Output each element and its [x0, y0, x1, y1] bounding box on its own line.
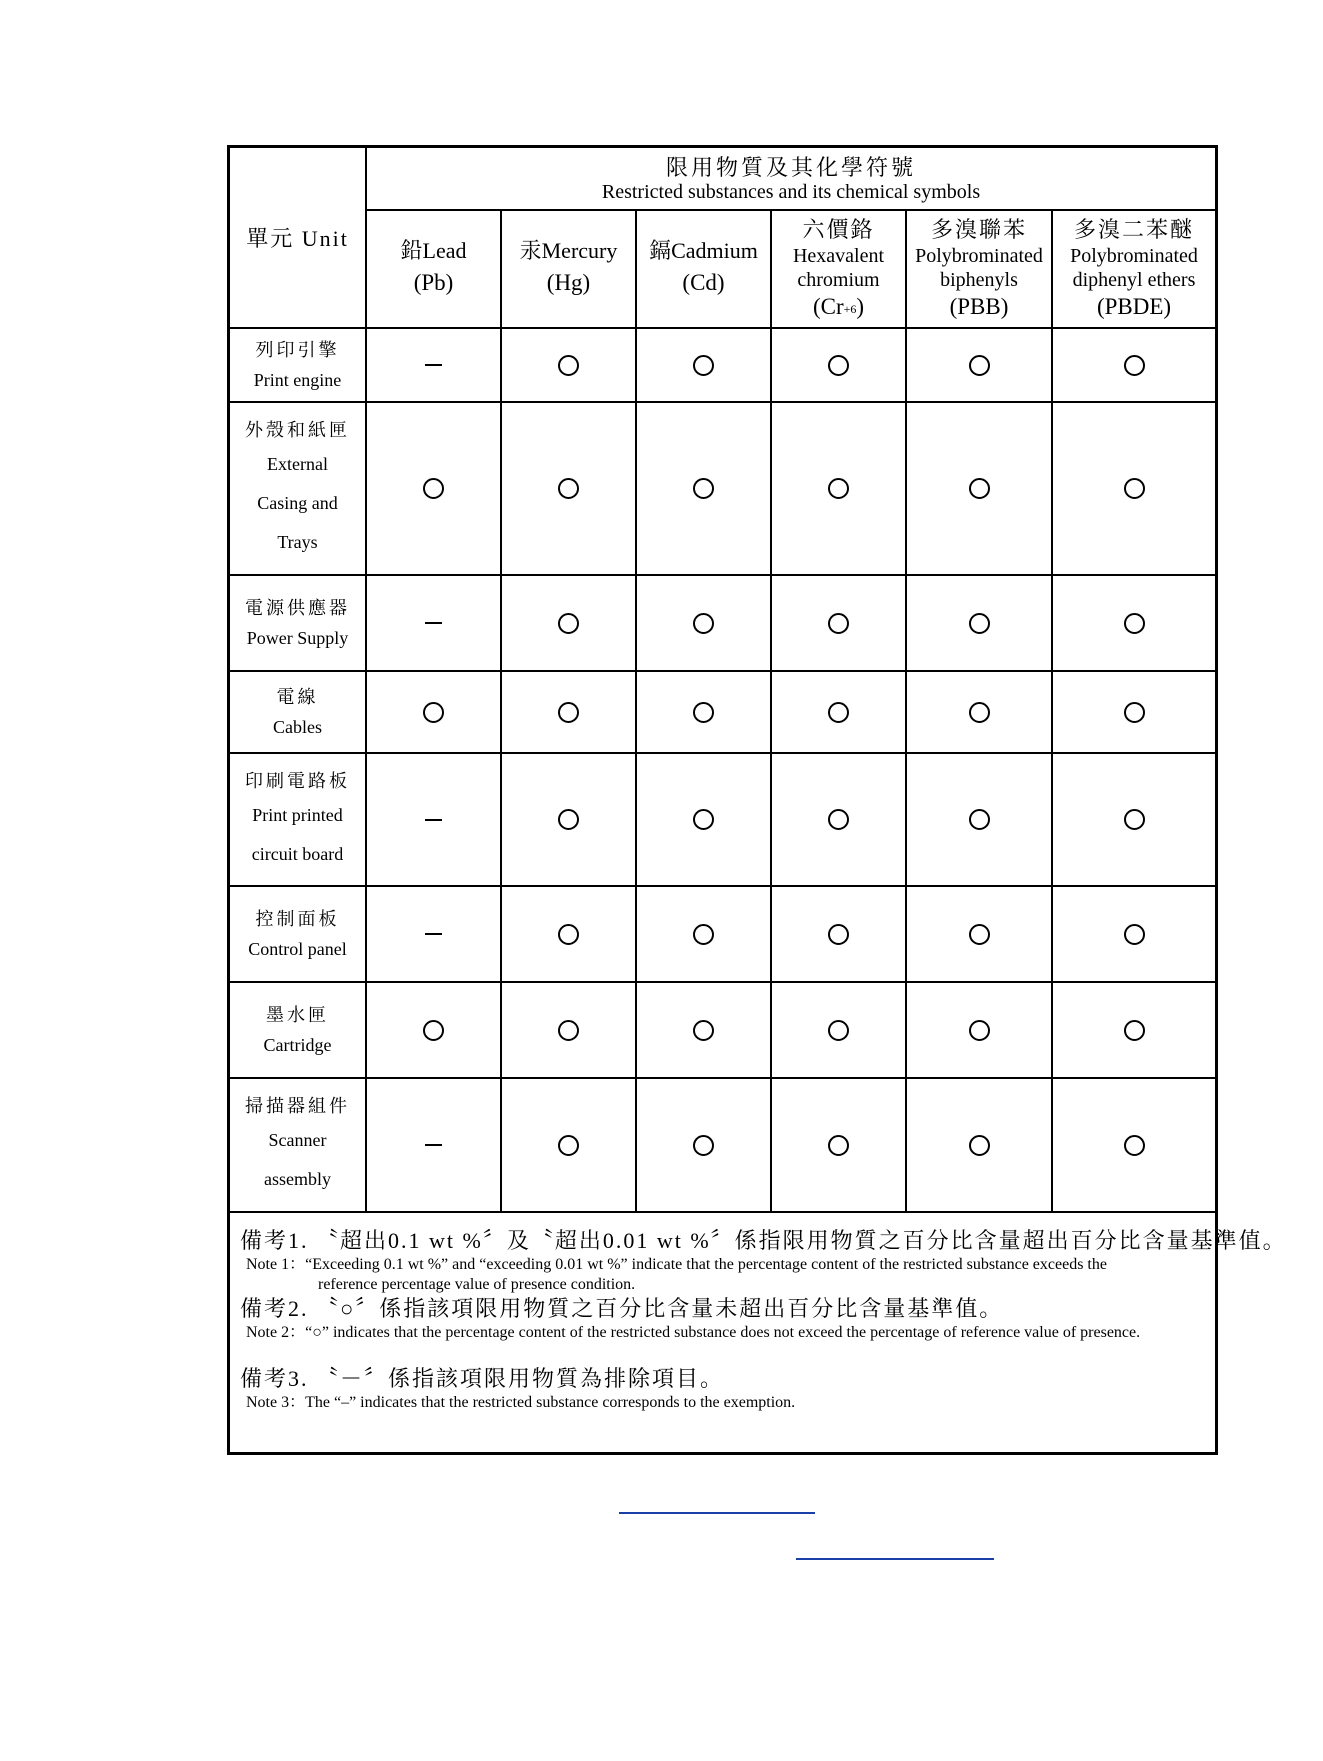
unit-name-en: Scanner [268, 1130, 327, 1150]
substance-status-cell [906, 328, 1052, 402]
unit-name-zh: 墨水匣 [266, 1005, 329, 1025]
circle-mark-icon [693, 355, 714, 376]
substance-status-cell [1052, 886, 1215, 982]
substance-header-pbb [906, 210, 1052, 328]
unit-name-en: Control panel [248, 939, 347, 959]
substance-status-cell [1052, 982, 1215, 1078]
substance-status-cell [1052, 402, 1215, 575]
substance-status-cell [1052, 753, 1215, 886]
substance-symbol: (PBB) [949, 294, 1009, 319]
unit-name-en: External [267, 454, 328, 474]
table-row [230, 671, 1215, 753]
substance-status-cell [636, 402, 771, 575]
restricted-substances-table [230, 148, 1215, 1213]
note-spacer [240, 1343, 1205, 1365]
circle-mark-icon [969, 1135, 990, 1156]
table-row [230, 982, 1215, 1078]
substance-name-en: chromium [797, 269, 880, 291]
unit-name-en: Print printed [252, 804, 343, 825]
unit-name-zh: 電線 [276, 687, 319, 707]
circle-mark-icon [558, 924, 579, 945]
dash-mark-icon [425, 622, 442, 624]
substance-status-cell [771, 402, 906, 575]
unit-name-cell [230, 886, 366, 982]
substance-name-en: biphenyls [940, 269, 1018, 291]
unit-name-en: Power Supply [246, 628, 349, 648]
substance-status-cell [906, 671, 1052, 753]
table-row [230, 886, 1215, 982]
unit-name-zh: 印刷電路板 [245, 770, 350, 791]
circle-mark-icon [828, 1020, 849, 1041]
circle-mark-icon [828, 355, 849, 376]
substance-status-cell [636, 982, 771, 1078]
substance-name-zh: 多溴聯苯 [930, 217, 1027, 242]
group-header-zh: 限用物質及其化學符號 [665, 154, 916, 180]
unit-name-zh: 列印引擎 [255, 340, 340, 360]
circle-mark-icon [693, 1020, 714, 1041]
circle-mark-icon [828, 702, 849, 723]
dash-mark-icon [425, 819, 442, 821]
unit-name-en: Print engine [253, 370, 342, 390]
substance-status-cell [636, 575, 771, 671]
circle-mark-icon [558, 1135, 579, 1156]
substance-symbol [772, 292, 905, 322]
group-header-cell [366, 148, 1215, 210]
unit-name-cell [230, 402, 366, 575]
circle-mark-icon [828, 809, 849, 830]
circle-mark-icon [693, 1135, 714, 1156]
substance-status-cell [366, 982, 501, 1078]
substance-status-cell [636, 671, 771, 753]
circle-mark-icon [558, 478, 579, 499]
unit-header: 單元 Unit [246, 226, 349, 251]
circle-mark-icon [1124, 478, 1145, 499]
substance-name: 鉛Lead [400, 238, 467, 263]
unit-name-cell [230, 982, 366, 1078]
unit-name-cell [230, 753, 366, 886]
substance-symbol: (Cd) [682, 270, 725, 295]
substance-status-cell [636, 328, 771, 402]
table-row [230, 575, 1215, 671]
circle-mark-icon [969, 478, 990, 499]
substance-status-cell [906, 1078, 1052, 1212]
substance-status-cell [906, 575, 1052, 671]
substance-status-cell [366, 575, 501, 671]
circle-mark-icon [558, 809, 579, 830]
table-row [230, 402, 1215, 575]
substance-status-cell [366, 886, 501, 982]
substance-status-cell [771, 575, 906, 671]
circle-mark-icon [558, 702, 579, 723]
substance-status-cell [906, 886, 1052, 982]
substance-status-cell [1052, 575, 1215, 671]
unit-name-en: Casing and [257, 493, 338, 513]
circle-mark-icon [423, 478, 444, 499]
substance-name-en: Polybrominated [1070, 245, 1198, 267]
dash-mark-icon [425, 933, 442, 935]
circle-mark-icon [1124, 702, 1145, 723]
substance-status-cell [771, 1078, 906, 1212]
substance-symbol: (PBDE) [1096, 294, 1172, 319]
substance-header-lead [366, 210, 501, 328]
substance-status-cell [501, 575, 636, 671]
circle-mark-icon [693, 702, 714, 723]
substance-status-cell [366, 402, 501, 575]
unit-name-zh: 控制面板 [255, 909, 340, 929]
substance-status-cell [636, 886, 771, 982]
substance-status-cell [366, 1078, 501, 1212]
circle-mark-icon [1124, 1135, 1145, 1156]
unit-name-zh: 外殼和紙匣 [245, 420, 350, 440]
unit-name-en: Trays [277, 532, 318, 552]
note-1-zh: 備考1. 〝超出0.1 wt %〞及〝超出0.01 wt %〞係指限用物質之百分比含量超出百分比含量基準值。 [240, 1228, 1287, 1253]
circle-mark-icon [1124, 1020, 1145, 1041]
substance-status-cell [636, 1078, 771, 1212]
unit-name-en: Cartridge [263, 1035, 332, 1055]
circle-mark-icon [1124, 355, 1145, 376]
unit-name-zh: 掃描器組件 [245, 1096, 350, 1116]
table-row [230, 1078, 1215, 1212]
substance-name: 鎘Cadmium [649, 238, 758, 263]
circle-mark-icon [969, 809, 990, 830]
circle-mark-icon [1124, 809, 1145, 830]
substance-status-cell [906, 402, 1052, 575]
substance-name-zh: 多溴二苯醚 [1073, 217, 1194, 242]
unit-name-en: circuit board [251, 843, 344, 864]
note-2-en: Note 2：“○” indicates that the percentage content of the restricted substance does not exceed the percentage of reference value of presence. [246, 1324, 1141, 1341]
circle-mark-icon [828, 613, 849, 634]
dash-mark-icon [425, 364, 442, 366]
substance-name-en: Polybrominated [915, 245, 1043, 267]
substance-name-en: diphenyl ethers [1072, 269, 1196, 291]
note-1-en: Note 1：“Exceeding 0.1 wt %” and “exceeding 0.01 wt %” indicate that the percentage content of the restricted substance exceeds the [246, 1256, 1107, 1273]
unit-name-en: assembly [264, 1169, 331, 1189]
circle-mark-icon [558, 613, 579, 634]
substance-status-cell [501, 328, 636, 402]
symbol-end: ) [856, 294, 865, 319]
substance-status-cell [366, 328, 501, 402]
substance-symbol: (Pb) [413, 270, 454, 295]
substance-name: 汞Mercury [519, 238, 618, 263]
substance-status-cell [501, 671, 636, 753]
unit-name-zh: 電源供應器 [245, 598, 350, 618]
circle-mark-icon [1124, 924, 1145, 945]
substance-symbol: (Hg) [546, 270, 591, 295]
substance-status-cell [366, 671, 501, 753]
table-row [230, 753, 1215, 886]
note-1-en-continued: reference percentage value of presence condition. [318, 1276, 636, 1293]
unit-name-en: Cables [273, 717, 322, 737]
substance-status-cell [771, 982, 906, 1078]
circle-mark-icon [693, 478, 714, 499]
substance-status-cell [1052, 671, 1215, 753]
dash-mark-icon [425, 1144, 442, 1146]
unit-header-cell [230, 148, 366, 328]
notes-section [230, 1213, 1287, 1421]
circle-mark-icon [828, 924, 849, 945]
substance-status-cell [636, 753, 771, 886]
substance-header-hexavalent-chromium [771, 210, 906, 328]
circle-mark-icon [693, 613, 714, 634]
circle-mark-icon [558, 355, 579, 376]
note-3-en: Note 3：The “–” indicates that the restricted substance corresponds to the exemption. [246, 1394, 796, 1411]
substance-status-cell [906, 982, 1052, 1078]
substance-status-cell [1052, 1078, 1215, 1212]
substance-status-cell [501, 1078, 636, 1212]
substance-status-cell [1052, 328, 1215, 402]
substance-header-cadmium [636, 210, 771, 328]
substance-name-zh: 六價鉻 [802, 217, 875, 242]
unit-name-cell [230, 575, 366, 671]
symbol-base: (Cr [812, 294, 844, 319]
unit-name-cell [230, 671, 366, 753]
circle-mark-icon [558, 1020, 579, 1041]
circle-mark-icon [828, 1135, 849, 1156]
substance-status-cell [501, 982, 636, 1078]
circle-mark-icon [969, 924, 990, 945]
hyperlink-underline[interactable] [619, 1512, 815, 1514]
group-header-en: Restricted substances and its chemical symbols [601, 180, 981, 203]
note-3-zh: 備考3. 〝－〞係指該項限用物質為排除項目。 [240, 1366, 725, 1391]
substance-status-cell [366, 753, 501, 886]
circle-mark-icon [969, 1020, 990, 1041]
hyperlink-underline[interactable] [796, 1558, 994, 1560]
substance-status-cell [771, 753, 906, 886]
substance-header-pbde [1052, 210, 1215, 328]
substance-status-cell [771, 328, 906, 402]
substance-header-mercury [501, 210, 636, 328]
circle-mark-icon [969, 355, 990, 376]
substance-status-cell [501, 753, 636, 886]
unit-name-cell [230, 328, 366, 402]
circle-mark-icon [828, 478, 849, 499]
circle-mark-icon [423, 702, 444, 723]
circle-mark-icon [423, 1020, 444, 1041]
substance-status-cell [771, 671, 906, 753]
circle-mark-icon [969, 613, 990, 634]
unit-name-cell [230, 1078, 366, 1212]
note-2-zh: 備考2. 〝○〞係指該項限用物質之百分比含量未超出百分比含量基準值。 [240, 1296, 1004, 1321]
substance-status-cell [771, 886, 906, 982]
oxidation-state: +6 [843, 302, 857, 316]
circle-mark-icon [969, 702, 990, 723]
substance-status-cell [906, 753, 1052, 886]
circle-mark-icon [1124, 613, 1145, 634]
substance-name-en: Hexavalent [792, 245, 885, 267]
table-row [230, 328, 1215, 402]
substance-status-cell [501, 886, 636, 982]
circle-mark-icon [693, 809, 714, 830]
substance-status-cell [501, 402, 636, 575]
rohs-declaration-table [227, 145, 1287, 1455]
circle-mark-icon [693, 924, 714, 945]
